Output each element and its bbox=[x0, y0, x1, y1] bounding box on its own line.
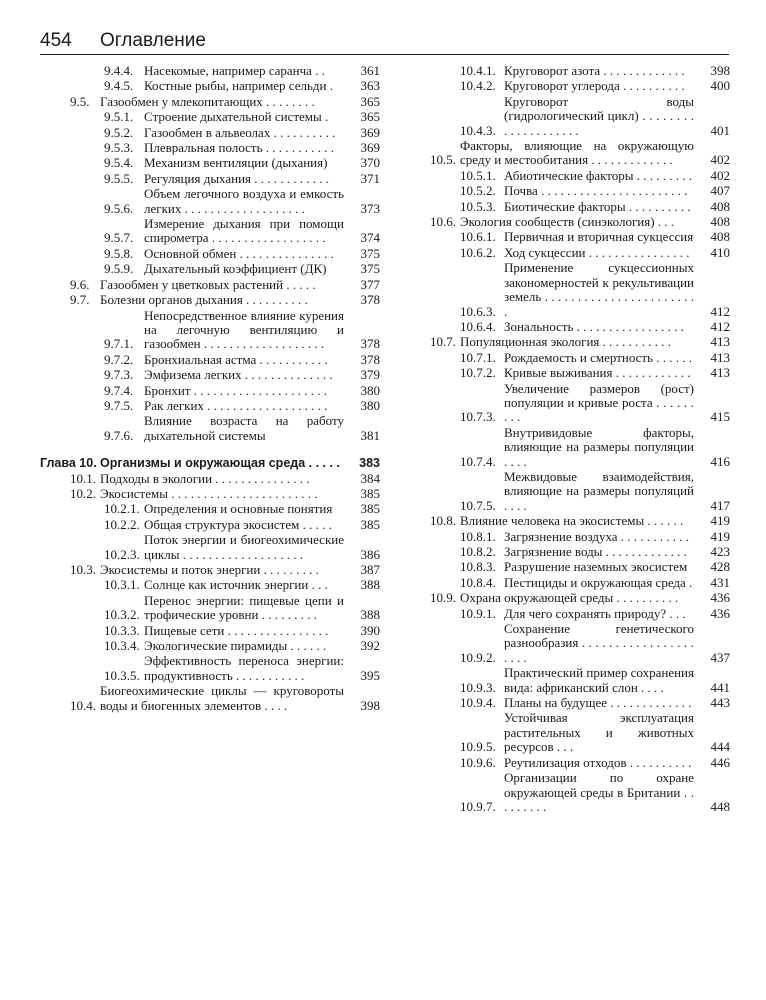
toc-entry-title: Загрязнение воды . . . . . . . . . . . . . bbox=[504, 544, 687, 559]
toc-chapter-entry[interactable] bbox=[40, 456, 380, 471]
toc-entry-title: Организации по охране окружающей среды в Британии . . . . . . . . . bbox=[504, 770, 694, 814]
toc-entry-number: 9.7. bbox=[70, 292, 90, 308]
toc-entry-page: 448 bbox=[710, 798, 730, 814]
toc-subsection-entry[interactable] bbox=[40, 578, 380, 593]
toc-entry-title: Болезни органов дыхания . . . . . . . . . . bbox=[100, 292, 308, 308]
toc-entry-number: 9.5. bbox=[70, 93, 90, 109]
toc-entry-page: 390 bbox=[360, 622, 380, 638]
toc-entry-title: Дыхательный коэффициент (ДК) bbox=[144, 261, 327, 277]
toc-entry-number: 10.2.3. bbox=[104, 546, 140, 562]
toc-entry-title: Для чего сохранять природу? . . . bbox=[504, 605, 686, 621]
toc-entry-number: 10.7.2. bbox=[460, 365, 496, 381]
toc-section-entry[interactable] bbox=[430, 335, 730, 350]
toc-subsection-entry[interactable] bbox=[430, 622, 730, 666]
toc-subsection-entry[interactable] bbox=[40, 309, 380, 353]
toc-entry-number: 10.5.3. bbox=[460, 198, 496, 214]
toc-entry-title: Зональность . . . . . . . . . . . . . . . . . bbox=[504, 318, 684, 334]
toc-entry-page: 375 bbox=[360, 245, 380, 261]
toc-entry-page: 431 bbox=[710, 574, 730, 590]
toc-entry-number: 10.1. bbox=[70, 470, 96, 486]
toc-entry-number: 9.7.2. bbox=[104, 351, 134, 367]
toc-subsection-entry[interactable] bbox=[430, 576, 730, 591]
toc-entry-title: Круговорот воды (гидрологический цикл) . . . . . . . . . . . . . . . . . . . . bbox=[504, 93, 694, 138]
toc-entry-number: 9.7.6. bbox=[104, 427, 134, 443]
toc-entry-page: 380 bbox=[360, 397, 380, 413]
page-number: 454 bbox=[40, 30, 72, 51]
toc-subsection-entry[interactable] bbox=[430, 200, 730, 215]
toc-subsection-entry[interactable] bbox=[40, 502, 380, 517]
toc-entry-number: 9.5.8. bbox=[104, 245, 134, 261]
toc-entry-number: 10.2.2. bbox=[104, 516, 140, 532]
toc-subsection-entry[interactable] bbox=[40, 110, 380, 125]
toc-entry-number: 9.5.4. bbox=[104, 155, 134, 171]
toc-entry-page: 385 bbox=[360, 516, 380, 532]
toc-entry-page: 370 bbox=[360, 155, 380, 171]
toc-entry-page: 408 bbox=[710, 198, 730, 214]
toc-entry-page: 413 bbox=[710, 349, 730, 365]
toc-entry-number: 10.9.4. bbox=[460, 695, 496, 711]
toc-entry-title: Измерение дыхания при помощи спирометра . . . . . . . . . . . . . . . . . . bbox=[144, 216, 344, 246]
toc-entry-number: 10.7.5. bbox=[460, 497, 496, 513]
toc-subsection-entry[interactable] bbox=[430, 382, 730, 426]
toc-entry-page: 428 bbox=[710, 559, 730, 575]
toc-entry-number: 10.8.1. bbox=[460, 528, 496, 544]
toc-entry-page: 363 bbox=[360, 78, 380, 94]
toc-entry-page: 392 bbox=[360, 638, 380, 654]
toc-entry-number: 9.4.4. bbox=[104, 63, 134, 78]
toc-entry-page: 379 bbox=[360, 367, 380, 383]
toc-entry-number: 10.2. bbox=[70, 485, 96, 501]
toc-entry-page: 402 bbox=[710, 167, 730, 183]
toc-entry-page: 378 bbox=[360, 292, 380, 308]
toc-entry-title: Организмы и окружающая среда . . . . . bbox=[100, 456, 340, 471]
toc-subsection-entry[interactable] bbox=[40, 262, 380, 277]
toc-entry-title: Рождаемость и смертность . . . . . . bbox=[504, 349, 693, 365]
toc-section-entry[interactable] bbox=[430, 215, 730, 230]
toc-entry-title: Бронхит . . . . . . . . . . . . . . . . . . . . . bbox=[144, 382, 328, 398]
toc-subsection-entry[interactable] bbox=[40, 654, 380, 684]
toc-entry-page: 408 bbox=[710, 214, 730, 230]
toc-entry-page: 388 bbox=[360, 607, 380, 623]
toc-entry-number: 9.4.5. bbox=[104, 78, 134, 94]
toc-entry-page: 377 bbox=[360, 276, 380, 292]
toc-entry-title: Влияние человека на экосистемы . . . . . . bbox=[460, 513, 684, 529]
toc-entry-page: 361 bbox=[360, 63, 380, 78]
toc-entry-title: Загрязнение воздуха . . . . . . . . . . . bbox=[504, 528, 690, 544]
toc-entry-number: 9.5.2. bbox=[104, 124, 134, 140]
toc-entry-page: 407 bbox=[710, 183, 730, 199]
toc-right-column bbox=[430, 64, 730, 815]
toc-entry-page: 398 bbox=[360, 697, 380, 713]
toc-section-entry[interactable] bbox=[40, 684, 380, 714]
toc-entry-title: Экосистемы . . . . . . . . . . . . . . . . . . . . . . . bbox=[100, 485, 318, 501]
toc-entry-title: Солнце как источник энергии . . . bbox=[144, 577, 328, 593]
toc-entry-number: 10.3.2. bbox=[104, 607, 140, 623]
header-rule bbox=[40, 54, 729, 55]
toc-section-entry[interactable] bbox=[430, 139, 730, 169]
toc-entry-title: Газообмен у цветковых растений . . . . . bbox=[100, 276, 316, 292]
toc-section-entry[interactable] bbox=[40, 563, 380, 578]
toc-entry-page: 386 bbox=[360, 546, 380, 562]
toc-subsection-entry[interactable] bbox=[430, 560, 730, 575]
toc-entry-title: Сохранение генетического разнообразия . . . . . . . . . . . . . . . . . . . . . bbox=[504, 621, 694, 665]
toc-entry-title: Почва . . . . . . . . . . . . . . . . . . . . . . . bbox=[504, 183, 688, 199]
toc-entry-title: Применение сукцессионных закономерностей к рекультивации земель . . . . . . . . . . . . . . . . . . . . . . . . bbox=[504, 260, 694, 319]
toc-entry-number: 10.2.1. bbox=[104, 501, 140, 517]
toc-section-entry[interactable] bbox=[430, 514, 730, 529]
toc-entry-title: Эмфизема легких . . . . . . . . . . . . . . bbox=[144, 367, 333, 383]
toc-subsection-entry[interactable] bbox=[430, 470, 730, 514]
toc-subsection-entry[interactable] bbox=[430, 607, 730, 622]
toc-entry-number: 10.6.2. bbox=[460, 244, 496, 260]
toc-subsection-entry[interactable] bbox=[40, 533, 380, 563]
toc-subsection-entry[interactable] bbox=[40, 187, 380, 217]
toc-entry-number: 10.6. bbox=[430, 214, 456, 230]
toc-entry-page: 415 bbox=[710, 409, 730, 425]
toc-entry-title: Внутривидовые факторы, влияющие на размеры популяции . . . . bbox=[504, 424, 694, 469]
toc-entry-number: 10.8. bbox=[430, 513, 456, 529]
toc-entry-page: 423 bbox=[710, 544, 730, 559]
toc-entry-number: 10.3.4. bbox=[104, 638, 140, 654]
toc-subsection-entry[interactable] bbox=[430, 184, 730, 199]
toc-entry-title: Разрушение наземных экосистем bbox=[504, 559, 688, 575]
toc-entry-title: Непосредственное влияние курения на легочную вентиляцию и газообмен . . . . . . . . . . . . . . . . . . . bbox=[144, 307, 344, 352]
toc-entry-page: 419 bbox=[710, 528, 730, 544]
toc-entry-number: 9.5.1. bbox=[104, 109, 134, 125]
toc-entry-page: 380 bbox=[360, 382, 380, 398]
toc-subsection-entry[interactable] bbox=[40, 353, 380, 368]
toc-entry-title: Насекомые, например саранча . . bbox=[144, 63, 325, 78]
toc-entry-title: Круговорот углерода . . . . . . . . . . bbox=[504, 78, 685, 94]
toc-entry-title: Экологические пирамиды . . . . . . bbox=[144, 638, 327, 654]
toc-entry-number: 10.4. bbox=[70, 697, 96, 713]
toc-entry-number: 10.4.3. bbox=[460, 122, 496, 138]
toc-subsection-entry[interactable] bbox=[430, 711, 730, 755]
toc-section-entry[interactable] bbox=[430, 591, 730, 606]
toc-entry-number: 10.7.3. bbox=[460, 409, 496, 425]
toc-entry-title: Первичная и вторичная сукцессия bbox=[504, 229, 694, 245]
toc-entry-page: 383 bbox=[359, 456, 380, 471]
toc-entry-number: Глава 10. bbox=[40, 456, 97, 471]
toc-entry-number: 9.7.3. bbox=[104, 367, 134, 383]
toc-section-entry[interactable] bbox=[40, 487, 380, 502]
toc-entry-title: Газообмен у млекопитающих . . . . . . . . bbox=[100, 93, 315, 109]
toc-entry-page: 388 bbox=[360, 577, 380, 593]
toc-entry-number: 10.6.1. bbox=[460, 229, 496, 245]
toc-entry-title: Эффективность переноса энергии: продуктивность . . . . . . . . . . . bbox=[144, 653, 344, 683]
toc-subsection-entry[interactable] bbox=[40, 639, 380, 654]
toc-entry-number: 9.7.5. bbox=[104, 397, 134, 413]
running-title: Оглавление bbox=[100, 30, 206, 51]
toc-entry-title: Биогеохимические циклы — круговороты воды и биогенных элементов . . . . bbox=[100, 683, 344, 713]
toc-entry-title: Пищевые сети . . . . . . . . . . . . . . . . bbox=[144, 622, 329, 638]
toc-subsection-entry[interactable] bbox=[430, 246, 730, 261]
toc-subsection-entry[interactable] bbox=[40, 141, 380, 156]
toc-entry-title: Устойчивая эксплуатация растительных и животных ресурсов . . . bbox=[504, 710, 694, 755]
toc-subsection-entry[interactable] bbox=[430, 351, 730, 366]
toc-entry-page: 371 bbox=[360, 170, 380, 186]
toc-entry-number: 9.5.6. bbox=[104, 200, 134, 216]
toc-entry-number: 10.7.1. bbox=[460, 349, 496, 365]
toc-entry-page: 410 bbox=[710, 244, 730, 260]
toc-section-entry[interactable] bbox=[40, 472, 380, 487]
toc-entry-number: 10.9.3. bbox=[460, 679, 496, 695]
toc-entry-page: 385 bbox=[360, 485, 380, 501]
toc-entry-page: 416 bbox=[710, 453, 730, 469]
toc-subsection-entry[interactable] bbox=[40, 518, 380, 533]
toc-entry-page: 378 bbox=[360, 351, 380, 367]
toc-subsection-entry[interactable] bbox=[40, 172, 380, 187]
toc-subsection-entry[interactable] bbox=[430, 366, 730, 381]
toc-entry-page: 419 bbox=[710, 513, 730, 529]
toc-entry-title: Популяционная экология . . . . . . . . . . . bbox=[460, 334, 671, 350]
toc-entry-page: 417 bbox=[710, 497, 730, 513]
toc-entry-number: 10.5.2. bbox=[460, 183, 496, 199]
toc-entry-page: 395 bbox=[360, 667, 380, 683]
toc-entry-title: Факторы, влияющие на окружающую среду и местообитания . . . . . . . . . . . . . bbox=[460, 138, 694, 168]
toc-entry-title: Межвидовые взаимодействия, влияющие на размеры популяций . . . . bbox=[504, 468, 694, 513]
toc-entry-number: 10.7.4. bbox=[460, 453, 496, 469]
toc-subsection-entry[interactable] bbox=[40, 384, 380, 399]
toc-entry-page: 381 bbox=[360, 427, 380, 443]
toc-subsection-entry[interactable] bbox=[430, 696, 730, 711]
toc-entry-title: Подходы в экологии . . . . . . . . . . . . . . . bbox=[100, 470, 310, 486]
toc-entry-number: 10.8.2. bbox=[460, 544, 496, 559]
toc-entry-page: 437 bbox=[710, 649, 730, 665]
toc-entry-title: Механизм вентиляции (дыхания) bbox=[144, 155, 328, 171]
toc-entry-title: Перенос энергии: пищевые цепи и трофические уровни . . . . . . . . . bbox=[144, 592, 344, 623]
toc-entry-page: 412 bbox=[710, 318, 730, 334]
toc-subsection-entry[interactable] bbox=[430, 64, 730, 79]
toc-entry-number: 9.5.3. bbox=[104, 140, 134, 156]
toc-entry-title: Круговорот азота . . . . . . . . . . . . . bbox=[504, 63, 685, 78]
toc-left-column bbox=[40, 64, 380, 714]
toc-subsection-entry[interactable] bbox=[430, 261, 730, 320]
chapter-spacer bbox=[40, 444, 380, 456]
toc-entry-title: Биотические факторы . . . . . . . . . . bbox=[504, 198, 691, 214]
toc-entry-title: Регуляция дыхания . . . . . . . . . . . . bbox=[144, 170, 330, 186]
toc-entry-number: 10.3.5. bbox=[104, 667, 140, 683]
toc-entry-title: Экология сообществ (синэкология) . . . bbox=[460, 214, 675, 230]
toc-subsection-entry[interactable] bbox=[40, 624, 380, 639]
toc-entry-number: 10.9. bbox=[430, 590, 456, 606]
toc-entry-page: 369 bbox=[360, 124, 380, 140]
toc-entry-page: 441 bbox=[710, 679, 730, 695]
toc-entry-page: 373 bbox=[360, 200, 380, 216]
toc-subsection-entry[interactable] bbox=[40, 79, 380, 94]
toc-entry-page: 378 bbox=[360, 336, 380, 352]
toc-entry-title: Строение дыхательной системы . bbox=[144, 109, 329, 125]
toc-entry-page: 402 bbox=[710, 152, 730, 168]
toc-entry-title: Рак легких . . . . . . . . . . . . . . . . . . . bbox=[144, 397, 328, 413]
toc-entry-page: 436 bbox=[710, 605, 730, 621]
toc-entry-page: 408 bbox=[710, 229, 730, 245]
toc-entry-page: 413 bbox=[710, 334, 730, 350]
toc-entry-page: 398 bbox=[710, 63, 730, 78]
toc-section-entry[interactable] bbox=[40, 278, 380, 293]
toc-entry-page: 413 bbox=[710, 365, 730, 381]
toc-entry-page: 436 bbox=[710, 590, 730, 606]
toc-section-entry[interactable] bbox=[40, 95, 380, 110]
toc-entry-title: Планы на будущее . . . . . . . . . . . . . bbox=[504, 695, 692, 711]
toc-entry-number: 10.9.1. bbox=[460, 605, 496, 621]
toc-entry-page: 375 bbox=[360, 261, 380, 277]
toc-entry-title: Определения и основные понятия bbox=[144, 501, 333, 517]
toc-entry-number: 10.6.4. bbox=[460, 318, 496, 334]
toc-subsection-entry[interactable] bbox=[40, 594, 380, 624]
toc-entry-title: Кривые выживания . . . . . . . . . . . . bbox=[504, 365, 691, 381]
toc-entry-number: 10.4.1. bbox=[460, 63, 496, 78]
toc-entry-title: Газообмен в альвеолах . . . . . . . . . . bbox=[144, 124, 336, 140]
toc-entry-page: 444 bbox=[710, 739, 730, 755]
toc-entry-page: 365 bbox=[360, 93, 380, 109]
toc-entry-page: 387 bbox=[360, 562, 380, 577]
toc-entry-title: Ход сукцессии . . . . . . . . . . . . . . . . bbox=[504, 244, 690, 260]
toc-entry-page: 446 bbox=[710, 754, 730, 770]
toc-subsection-entry[interactable] bbox=[430, 666, 730, 696]
toc-entry-number: 10.3. bbox=[70, 562, 96, 577]
page-header bbox=[40, 30, 729, 54]
toc-entry-title: Пестициды и окружающая среда . bbox=[504, 574, 693, 590]
toc-entry-page: 384 bbox=[360, 470, 380, 486]
toc-entry-title: Экосистемы и поток энергии . . . . . . . . . bbox=[100, 562, 319, 577]
toc-subsection-entry[interactable] bbox=[430, 320, 730, 335]
toc-entry-title: Абиотические факторы . . . . . . . . . bbox=[504, 167, 693, 183]
toc-entry-page: 401 bbox=[710, 122, 730, 138]
toc-subsection-entry[interactable] bbox=[40, 247, 380, 262]
toc-entry-title: Костные рыбы, например сельди . bbox=[144, 78, 333, 94]
toc-entry-number: 9.5.7. bbox=[104, 230, 134, 246]
toc-entry-page: 412 bbox=[710, 303, 730, 319]
toc-entry-number: 9.5.5. bbox=[104, 170, 134, 186]
toc-entry-number: 9.5.9. bbox=[104, 261, 134, 277]
toc-subsection-entry[interactable] bbox=[430, 771, 730, 815]
toc-subsection-entry[interactable] bbox=[40, 414, 380, 444]
toc-entry-page: 365 bbox=[360, 109, 380, 125]
toc-subsection-entry[interactable] bbox=[430, 95, 730, 139]
toc-entry-title: Бронхиальная астма . . . . . . . . . . . bbox=[144, 351, 328, 367]
toc-entry-title: Влияние возраста на работу дыхательной системы bbox=[144, 413, 344, 443]
toc-entry-title: Увеличение размеров (рост) популяции и кривые роста . . . . . . . . . bbox=[504, 380, 694, 425]
toc-entry-title: Объем легочного воздуха и емкость легких . . . . . . . . . . . . . . . . . . . bbox=[144, 186, 344, 216]
toc-entry-title: Основной обмен . . . . . . . . . . . . . . . bbox=[144, 245, 334, 261]
toc-subsection-entry[interactable] bbox=[430, 545, 730, 560]
toc-entry-number: 10.4.2. bbox=[460, 78, 496, 94]
toc-entry-title: Плевральная полость . . . . . . . . . . . bbox=[144, 140, 335, 156]
toc-entry-number: 10.9.6. bbox=[460, 754, 496, 770]
toc-entry-number: 10.9.5. bbox=[460, 739, 496, 755]
toc-entry-number: 10.5. bbox=[430, 152, 456, 168]
toc-entry-page: 443 bbox=[710, 695, 730, 711]
toc-subsection-entry[interactable] bbox=[430, 426, 730, 470]
toc-subsection-entry[interactable] bbox=[40, 64, 380, 79]
toc-subsection-entry[interactable] bbox=[40, 217, 380, 247]
toc-entry-page: 385 bbox=[360, 501, 380, 517]
toc-entry-title: Общая структура экосистем . . . . . bbox=[144, 516, 332, 532]
toc-entry-number: 10.7. bbox=[430, 334, 456, 350]
toc-entry-title: Реутилизация отходов . . . . . . . . . . bbox=[504, 754, 692, 770]
toc-entry-title: Поток энергии и биогеохимические циклы . . . . . . . . . . . . . . . . . . . bbox=[144, 532, 344, 562]
toc-entry-page: 369 bbox=[360, 140, 380, 156]
toc-entry-title: Практический пример сохранения вида: африканский слон . . . . bbox=[504, 665, 694, 695]
toc-entry-number: 9.7.4. bbox=[104, 382, 134, 398]
toc-subsection-entry[interactable] bbox=[430, 756, 730, 771]
toc-entry-page: 374 bbox=[360, 230, 380, 246]
toc-entry-number: 10.8.4. bbox=[460, 574, 496, 590]
toc-subsection-entry[interactable] bbox=[430, 79, 730, 94]
toc-entry-number: 10.9.2. bbox=[460, 649, 496, 665]
toc-subsection-entry[interactable] bbox=[40, 156, 380, 171]
toc-entry-number: 9.7.1. bbox=[104, 336, 134, 352]
toc-entry-number: 9.6. bbox=[70, 276, 90, 292]
toc-subsection-entry[interactable] bbox=[40, 126, 380, 141]
toc-subsection-entry[interactable] bbox=[40, 368, 380, 383]
toc-entry-number: 10.9.7. bbox=[460, 798, 496, 814]
toc-entry-number: 10.6.3. bbox=[460, 303, 496, 319]
toc-entry-page: 400 bbox=[710, 78, 730, 94]
toc-subsection-entry[interactable] bbox=[430, 169, 730, 184]
toc-entry-number: 10.3.1. bbox=[104, 577, 140, 593]
toc-entry-number: 10.3.3. bbox=[104, 622, 140, 638]
toc-entry-number: 10.5.1. bbox=[460, 167, 496, 183]
toc-subsection-entry[interactable] bbox=[430, 230, 730, 245]
toc-entry-number: 10.8.3. bbox=[460, 559, 496, 575]
toc-subsection-entry[interactable] bbox=[430, 530, 730, 545]
toc-subsection-entry[interactable] bbox=[40, 399, 380, 414]
toc-section-entry[interactable] bbox=[40, 293, 380, 308]
toc-entry-title: Охрана окружающей среды . . . . . . . . . . bbox=[460, 590, 679, 606]
